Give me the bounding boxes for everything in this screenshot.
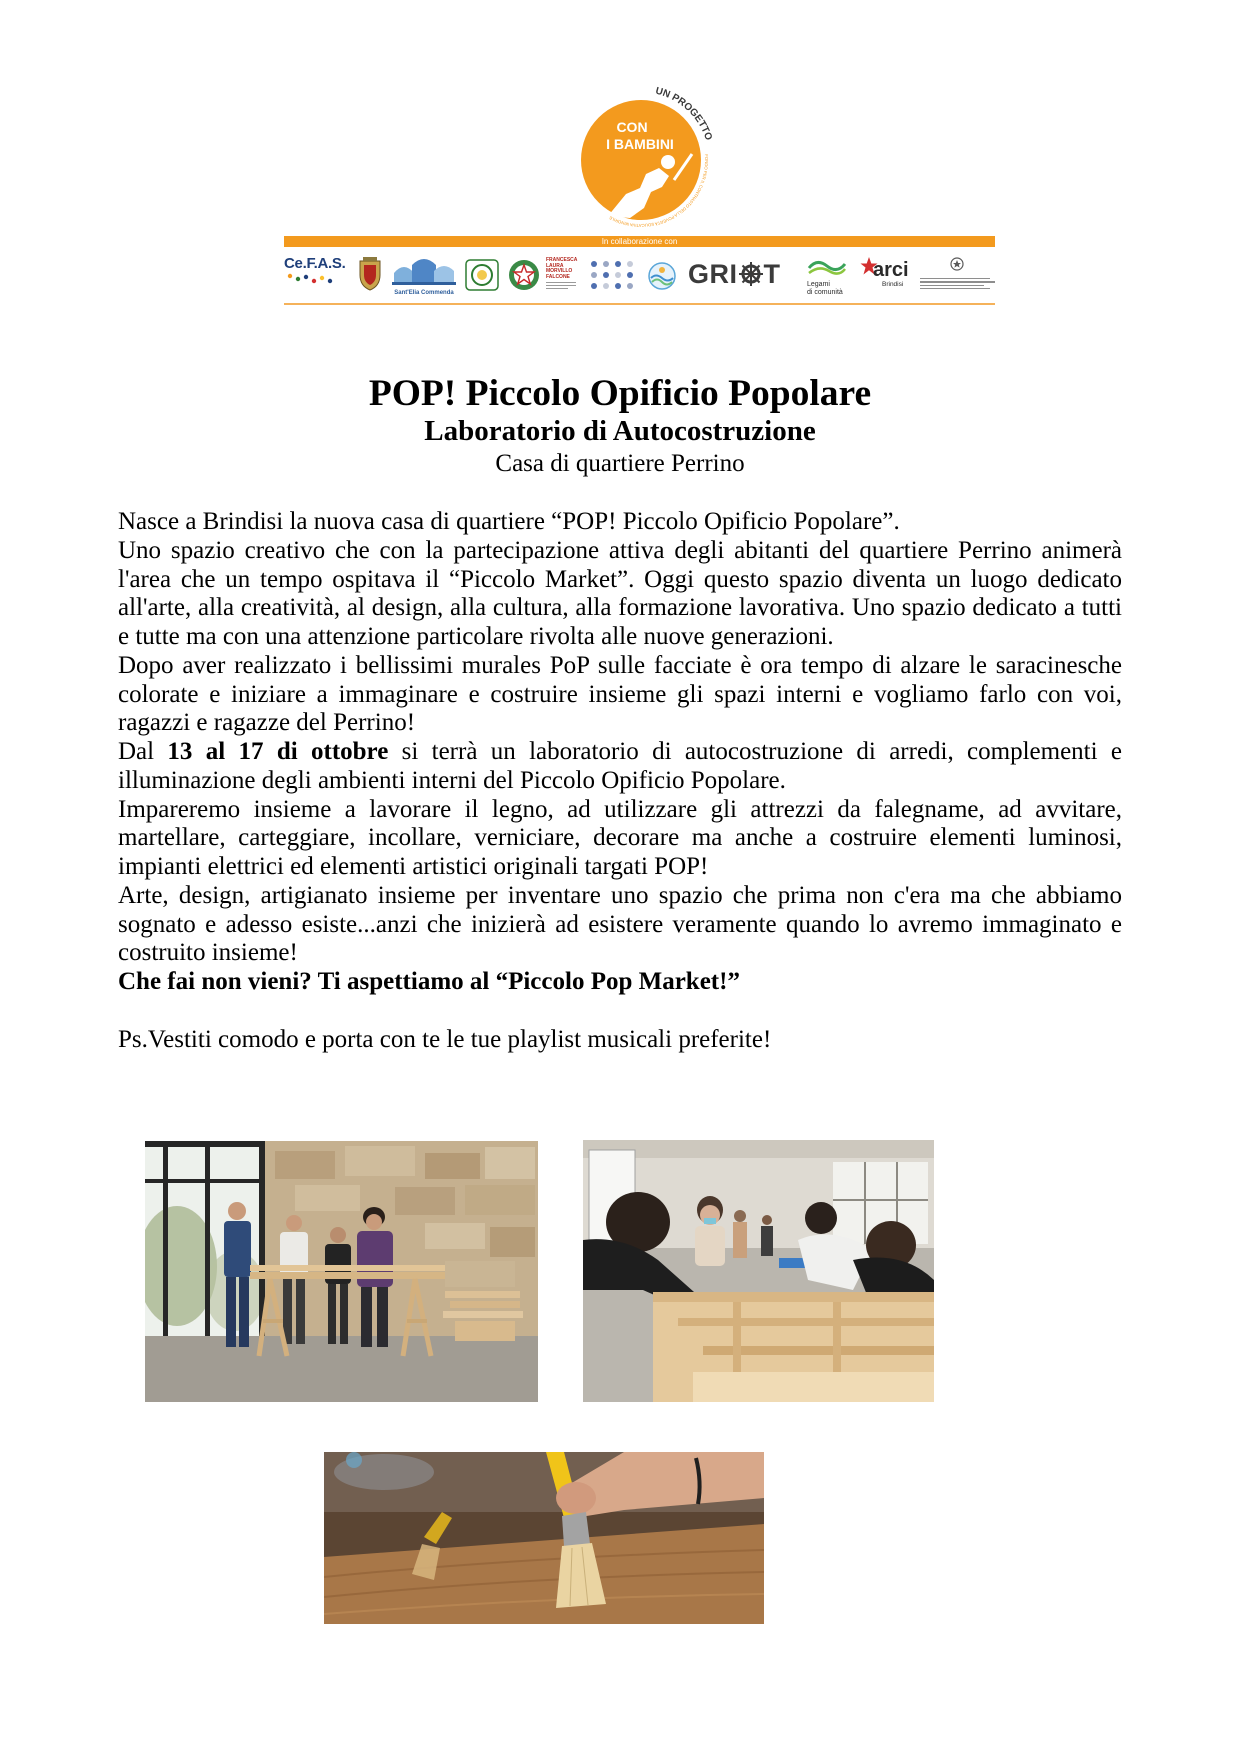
photo-brush-varnish xyxy=(324,1452,764,1624)
page-title: POP! Piccolo Opificio Popolare xyxy=(368,373,872,414)
santelia-base xyxy=(392,282,456,285)
photo-workshop-stone-room xyxy=(145,1141,538,1402)
legami-text-2: di comunità xyxy=(807,289,843,296)
background-person-head xyxy=(762,1215,772,1225)
window-frame xyxy=(163,1141,168,1341)
person-head xyxy=(228,1202,246,1220)
arci-city-text: Brindisi xyxy=(882,281,904,288)
arci-text: arci xyxy=(873,259,909,281)
griot-text-right: T xyxy=(763,259,781,289)
legami-text-1: Legami xyxy=(807,281,830,288)
cefas-dot xyxy=(312,279,316,283)
brush-ferrule xyxy=(562,1512,590,1546)
grid-dot xyxy=(627,283,633,289)
grid-dot xyxy=(615,272,621,278)
municipal-crest-icon xyxy=(358,257,382,291)
paragraph-space: Uno spazio creativo che con la partecipazione attiva degli abitanti del quartiere Perrino animerà l'area che un tempo ospitava il “Piccolo Market”. Oggi questo spazio diventa un luogo dedicato all'arte, alla creatività, al design, alla cultura, alla formazione lavorativa. Uno spazio dedicato a tutti e tutte ma con una attenzione particolare rivolta alle nuove generazioni. xyxy=(118,536,1122,650)
grid-dot xyxy=(615,261,621,267)
person-head xyxy=(330,1227,346,1243)
ministry-text-line xyxy=(920,278,990,279)
santelia-logo xyxy=(392,255,456,297)
person-leg xyxy=(296,1278,305,1344)
dates-after: si terrà un laboratorio di autocostruzione di arredi, complementi e illuminazione degli ambienti interni del Piccolo Opificio Popolare. xyxy=(118,738,1122,794)
table-plank xyxy=(250,1272,445,1279)
wood-plank xyxy=(443,1311,523,1318)
person-leg xyxy=(239,1277,249,1347)
cefas-dot xyxy=(288,274,292,278)
logo-arc-top-text: UN PROGETTO xyxy=(654,85,714,142)
francesca-logo-line: MORVILLO xyxy=(546,268,573,275)
legami-wave-icon xyxy=(807,256,847,276)
wood-box xyxy=(455,1321,515,1341)
italian-emblem-icon xyxy=(507,258,541,292)
stone-block xyxy=(295,1185,360,1211)
wood-box-inner xyxy=(693,1372,934,1402)
grid-dot xyxy=(591,261,597,267)
person-leg xyxy=(328,1284,336,1344)
page-subtitle: Laboratorio di Autocostruzione xyxy=(424,415,816,447)
ministry-emblem-icon xyxy=(920,257,995,271)
santelia-dome xyxy=(412,259,436,283)
collaboration-bar: In collaborazione con xyxy=(284,236,995,247)
stone-block xyxy=(425,1223,485,1249)
cefas-dot xyxy=(320,276,324,280)
santelia-buildings-icon xyxy=(392,255,456,285)
background-person-head xyxy=(734,1210,746,1222)
blurred-blue-object xyxy=(346,1452,362,1468)
photo-building-boxes xyxy=(583,1140,934,1402)
person-leg xyxy=(377,1287,388,1347)
cefas-dot xyxy=(296,277,300,281)
santelia-dome xyxy=(434,266,454,283)
paragraph-dates xyxy=(118,738,1122,796)
partner-logos-row xyxy=(284,250,995,300)
dates-highlight: 13 al 17 di ottobre xyxy=(167,738,389,765)
con-i-bambini-logo xyxy=(556,84,728,234)
face-mask xyxy=(704,1218,716,1224)
stone-block xyxy=(395,1187,455,1215)
francesca-logo-line: FALCONE xyxy=(546,273,570,280)
grid-dot xyxy=(591,283,597,289)
santelia-logo-text: Sant'Elia Commenda xyxy=(394,290,454,296)
wood-box-edge xyxy=(678,1318,934,1326)
association-circle-icon xyxy=(465,259,499,291)
logo-text-i-bambini: I BAMBINI xyxy=(606,136,674,152)
dots-grid-logo xyxy=(586,258,638,292)
wood-box-edge xyxy=(653,1292,934,1302)
stone-block xyxy=(445,1261,515,1287)
person-head xyxy=(286,1215,302,1231)
wood-plank xyxy=(450,1301,520,1308)
francesca-small-line xyxy=(546,288,568,289)
paragraph-ps: Ps.Vestiti comodo e porta con te le tue playlist musicali preferite! xyxy=(118,1025,772,1053)
francesca-logo-line: LAURA xyxy=(546,262,564,269)
grid-dot xyxy=(627,272,633,278)
background-person xyxy=(761,1226,773,1256)
grid-dot xyxy=(615,283,621,289)
logo-arc-side-text: FONDO PER IL CONTRASTO DELLA POVERTÀ EDUCATIVA MINORILE xyxy=(608,154,710,229)
paragraph-activities: Impareremo insieme a lavorare il legno, ad utilizzare gli attrezzi da falegname, ad avvitare, martellare, carteggiare, incollare, verniciare, decorare ma anche a costruire elementi luminosi, impianti elettrici ed elementi artistici originali targati POP! xyxy=(118,795,1122,880)
stone-block xyxy=(490,1227,535,1257)
grid-dot xyxy=(603,283,609,289)
francesca-morvillo-logo xyxy=(546,258,580,289)
santelia-dome xyxy=(394,267,414,283)
person-head xyxy=(366,1214,382,1230)
ministry-text-line xyxy=(920,281,995,282)
francesca-logo-line: FRANCESCA xyxy=(546,257,578,263)
stone-block xyxy=(275,1151,335,1179)
ministry-star xyxy=(953,260,961,268)
stone-block xyxy=(425,1153,480,1179)
logo-text-con: CON xyxy=(616,119,648,135)
paragraph-intro: Nasce a Brindisi la nuova casa di quartiere “POP! Piccolo Opificio Popolare”. xyxy=(118,508,900,535)
stone-block xyxy=(485,1147,535,1179)
window-frame xyxy=(145,1179,265,1183)
ceiling xyxy=(583,1140,934,1158)
table-plank xyxy=(250,1265,445,1271)
ministry-text-line xyxy=(920,285,984,286)
paragraph-invite: Che fai non vieni? Ti aspettiamo al “Piccolo Pop Market!” xyxy=(118,968,740,995)
francesca-small-line xyxy=(546,285,576,286)
man-hair xyxy=(805,1202,837,1234)
person-shirt xyxy=(280,1232,308,1278)
person-leg xyxy=(361,1287,372,1347)
floor xyxy=(145,1336,538,1402)
grid-dot xyxy=(603,272,609,278)
person-leg xyxy=(340,1284,348,1344)
legami-logo xyxy=(807,256,855,297)
woman-mask-shirt xyxy=(695,1226,725,1266)
ministry-text-line xyxy=(920,288,990,289)
crest-crown xyxy=(363,257,377,261)
cefas-dot xyxy=(328,279,332,283)
paragraph-art: Arte, design, artigianato insieme per inventare uno spazio che prima non c'era ma che abbiamo sognato e adesso esiste...anzi che inizierà ad esistere veramente quando lo avremo immaginato e costruito insieme! xyxy=(118,881,1122,967)
association-core xyxy=(477,270,487,280)
dates-before: Dal xyxy=(118,738,168,765)
grid-dot xyxy=(627,261,633,267)
cefas-dot xyxy=(304,275,308,279)
cefas-logo xyxy=(284,256,350,291)
stone-block xyxy=(345,1146,415,1176)
collaboration-bottom-line xyxy=(284,303,995,305)
wave-sun xyxy=(659,267,665,273)
person-leg xyxy=(226,1277,236,1347)
person-shirt xyxy=(224,1221,251,1277)
window-frame xyxy=(205,1141,210,1341)
griot-text-left: GRI xyxy=(688,259,738,289)
wood-plank xyxy=(445,1291,520,1298)
cefas-dots xyxy=(284,272,350,286)
body-text xyxy=(118,508,1122,1054)
ship-wheel-icon xyxy=(738,261,764,287)
hand-fist xyxy=(556,1482,596,1514)
cefas-logo-text: Ce.F.A.S. xyxy=(284,255,346,272)
griot-logo xyxy=(688,259,781,289)
paragraph-murales: Dopo aver realizzato i bellissimi murales PoP sulle facciate è ora tempo di alzare le saracinesche colorate e iniziare a immaginare e costruire insieme gli spazi interni e vogliamo farlo con voi, ragazzi e ragazze del Perrino! xyxy=(118,651,1122,737)
location-line: Casa di quartiere Perrino xyxy=(495,450,745,477)
grid-dot xyxy=(591,272,597,278)
background-person xyxy=(733,1222,747,1258)
logo-child-head xyxy=(661,155,675,169)
blue-wave-circle-icon xyxy=(646,260,678,292)
stone-block xyxy=(465,1185,535,1215)
francesca-small-line xyxy=(546,282,576,283)
grid-dot xyxy=(603,261,609,267)
ministry-logo xyxy=(920,257,995,289)
